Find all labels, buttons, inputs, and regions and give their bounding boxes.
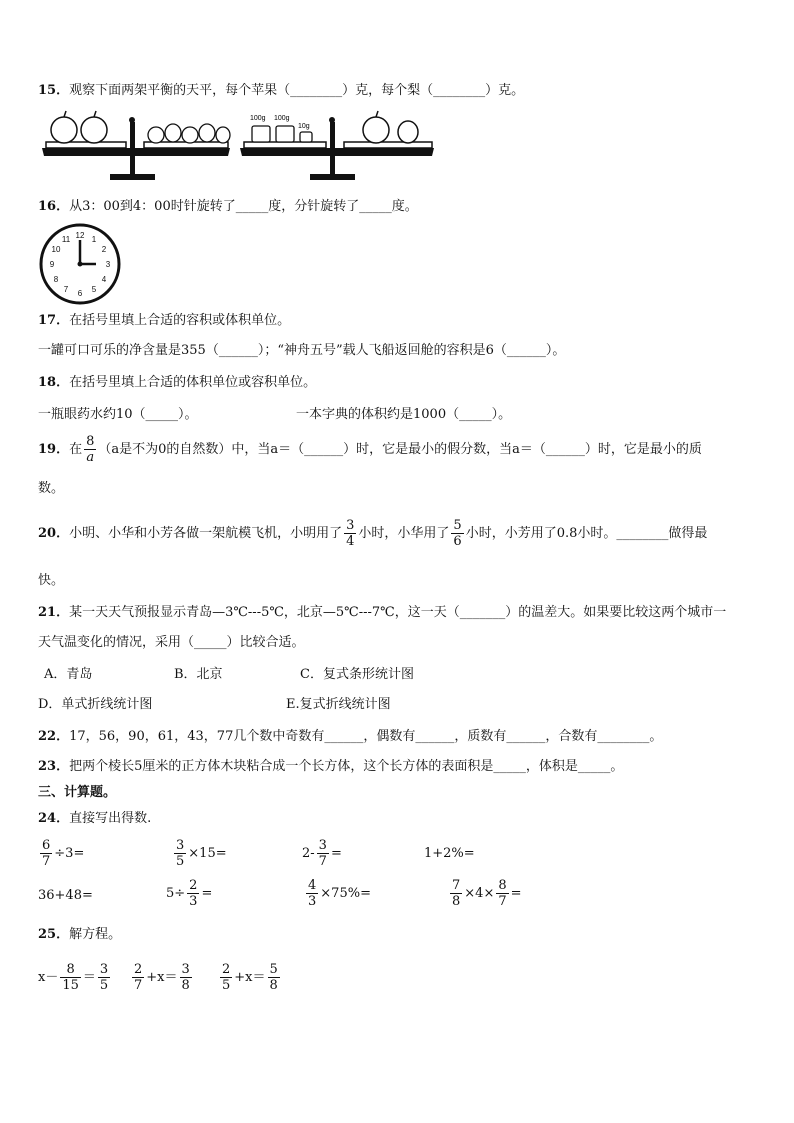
operator: ×15=	[188, 846, 227, 861]
fraction-denominator: 6	[453, 534, 462, 549]
clock-icon	[38, 222, 122, 306]
q23-number: 23．	[38, 759, 70, 774]
q21-text-1: 某一天天气预报显示青岛—3℃---5℃，北京—5℃---7℃，这一天（_______）的温差大。如果要比较这两个城市一	[69, 605, 727, 620]
fraction-numerator: 8	[498, 878, 507, 893]
fraction-numerator: 8	[86, 434, 95, 449]
q24-title-line	[38, 810, 151, 828]
pear-icon	[398, 121, 418, 143]
q24-number: 24．	[38, 811, 70, 826]
q20-text-2: 小时，小华用了	[358, 526, 450, 541]
q22-line	[38, 728, 662, 746]
fraction-denominator: 3	[189, 894, 198, 909]
clock-number: 10	[51, 245, 61, 254]
q19-text: （a是不为0的自然数）中，当a＝（______）时，它是最小的假分数，当a＝（______）时，它是最小的质	[98, 442, 702, 457]
q20-fraction-1	[344, 518, 356, 549]
fraction-denominator: 7	[42, 854, 51, 869]
fraction-denominator: 15	[62, 978, 79, 993]
weight-icon	[298, 123, 312, 142]
q18-right: 一本字典的体积约是1000（_____）。	[296, 407, 512, 422]
weight-icon	[250, 115, 270, 142]
q18-number: 18．	[38, 375, 70, 390]
clock-number: 6	[77, 289, 83, 298]
q22-text: 17，56，90，61，43，77几个数中奇数有______，偶数有______，质数有______，合数有________。	[69, 729, 663, 744]
clock-number: 12	[75, 231, 85, 240]
operator: ÷3=	[54, 846, 85, 861]
q24-item-1	[38, 838, 84, 869]
q20-number: 20．	[38, 526, 70, 541]
clock-number: 2	[101, 245, 107, 254]
pear-icon	[216, 127, 230, 143]
apple-icon	[51, 111, 77, 143]
operator: +x＝	[234, 970, 266, 985]
q16-number: 16．	[38, 199, 70, 214]
q19-continuation: 数。	[38, 481, 65, 496]
q21-option-e: E.复式折线统计图	[286, 697, 391, 712]
q25-number: 25．	[38, 927, 70, 942]
q24-item-4: 1+2%=	[424, 846, 475, 861]
fraction-denominator: 5	[176, 854, 185, 869]
pear-icon	[182, 127, 198, 143]
q18-title-line	[38, 374, 316, 392]
q24-item-5: 36+48=	[38, 888, 93, 903]
balance-scale-apples-pears	[40, 108, 235, 186]
fraction-denominator: a	[86, 450, 95, 465]
operator: ×75%=	[320, 886, 371, 901]
q19-fraction	[84, 434, 96, 465]
q20-text-3: 小时，小芳用了0.8小时。________做得最	[465, 526, 708, 541]
fraction-numerator: 4	[308, 878, 317, 893]
clock-number: 7	[63, 285, 69, 294]
weight-icon	[274, 115, 294, 142]
operator: =	[330, 846, 342, 861]
fraction-denominator: 7	[318, 854, 327, 869]
fraction-denominator: 3	[308, 894, 317, 909]
q16-text: 从3：00到4：00时针旋转了_____度，分针旋转了_____度。	[69, 199, 418, 214]
operator: 2-	[302, 846, 315, 861]
clock-number: 1	[91, 235, 97, 244]
fraction-numerator: 2	[189, 878, 198, 893]
q24-item-8	[448, 878, 522, 909]
clock-number: 4	[101, 275, 107, 284]
q16-line	[38, 198, 418, 216]
q21-option-d: D．单式折线统计图	[38, 697, 153, 712]
fraction-numerator: 7	[452, 878, 461, 893]
apple-icon	[81, 111, 107, 143]
q21-line-1	[38, 604, 726, 622]
q20-text-1: 小明、小华和小芳各做一架航模飞机，小明用了	[69, 526, 343, 541]
q18-left: 一瓶眼药水约10（_____）。	[38, 407, 198, 422]
q25-title: 解方程。	[69, 927, 122, 942]
q24-item-2	[172, 838, 227, 869]
fraction-denominator: 7	[134, 978, 143, 993]
fraction-denominator: 5	[222, 978, 231, 993]
q15-text: 观察下面两架平衡的天平，每个苹果（________）克，每个梨（________）克。	[69, 83, 525, 98]
q25-title-line	[38, 926, 121, 944]
q22-number: 22．	[38, 729, 70, 744]
q25-equation-2	[130, 962, 194, 993]
q18-title: 在括号里填上合适的体积单位或容积单位。	[69, 375, 317, 390]
q24-item-6	[166, 878, 212, 909]
fraction-denominator: 8	[181, 978, 190, 993]
fraction-denominator: 8	[269, 978, 278, 993]
pear-icon	[199, 124, 215, 142]
q17-title: 在括号里填上合适的容积或体积单位。	[69, 313, 291, 328]
q19-line	[38, 432, 702, 468]
fraction-numerator: 3	[346, 518, 355, 533]
section-heading: 三、计算题。	[38, 785, 117, 800]
fraction-denominator: 8	[452, 894, 461, 909]
weight-label: 100g	[250, 115, 266, 122]
q24-item-7	[304, 878, 371, 909]
balance-scale-weights	[238, 108, 438, 186]
q21-text-2: 天气温变化的情况，采用（_____）比较合适。	[38, 635, 305, 650]
operator: +x＝	[146, 970, 178, 985]
q17-text: 一罐可口可乐的净含量是355（______）；“神舟五号”载人飞船返回舱的容积是6（______）。	[38, 343, 566, 358]
pear-icon	[165, 124, 181, 142]
q15-number: 15．	[38, 83, 70, 98]
q19-number: 19．	[38, 442, 70, 457]
q24-title: 直接写出得数.	[69, 811, 152, 826]
operator: 5÷	[166, 886, 186, 901]
q25-equation-3	[218, 962, 282, 993]
apple-icon	[363, 111, 389, 143]
clock-number: 5	[91, 285, 97, 294]
q20-continuation: 快。	[38, 573, 65, 588]
weight-label: 10g	[298, 123, 310, 130]
q19-pre: 在	[69, 442, 83, 457]
fraction-numerator: 8	[60, 962, 81, 978]
weight-label: 100g	[274, 115, 290, 122]
q25-equation-1	[38, 962, 112, 993]
operator: ＝	[82, 970, 96, 985]
operator: =	[510, 886, 522, 901]
clock-number: 9	[49, 260, 55, 269]
pear-icon	[148, 127, 164, 143]
fraction-denominator: 7	[498, 894, 507, 909]
q17-title-line	[38, 312, 290, 330]
clock-number: 3	[105, 260, 111, 269]
fraction-numerator: 2	[134, 962, 143, 977]
operator: x－	[38, 970, 59, 985]
fraction-denominator: 4	[346, 534, 355, 549]
q21-option-a: A．青岛	[44, 667, 93, 682]
q20-fraction-2	[451, 518, 463, 549]
fraction-numerator: 3	[176, 838, 185, 853]
q21-option-b: B．北京	[174, 667, 223, 682]
operator: ×4×	[464, 886, 495, 901]
fraction-numerator: 3	[99, 962, 109, 977]
clock-number: 11	[61, 235, 71, 244]
q21-option-c: C．复式条形统计图	[300, 667, 414, 682]
operator: =	[201, 886, 213, 901]
q17-number: 17．	[38, 313, 70, 328]
fraction-numerator: 3	[318, 838, 327, 853]
q15-line	[38, 82, 524, 100]
q20-line	[38, 516, 707, 552]
fraction-numerator: 2	[222, 962, 231, 977]
fraction-numerator: 5	[453, 518, 462, 533]
fraction-numerator: 3	[181, 962, 190, 977]
clock-number: 8	[53, 275, 59, 284]
q21-number: 21．	[38, 605, 70, 620]
q24-item-3	[302, 838, 342, 869]
q23-line	[38, 758, 623, 776]
fraction-numerator: 5	[269, 962, 278, 977]
fraction-numerator: 6	[42, 838, 51, 853]
fraction-denominator: 5	[99, 978, 109, 993]
q23-text: 把两个棱长5厘米的正方体木块粘合成一个长方体，这个长方体的表面积是_____，体积是_____。	[69, 759, 624, 774]
